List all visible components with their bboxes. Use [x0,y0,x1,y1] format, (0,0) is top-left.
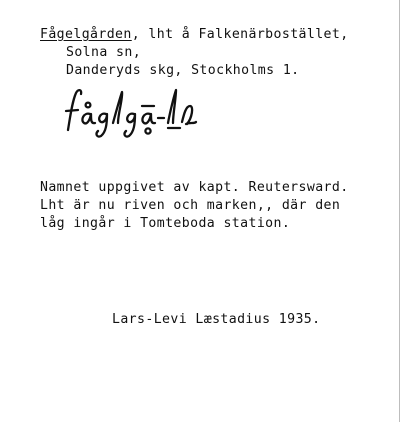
note-line-1: Namnet uppgivet av kapt. Reutersward. [40,180,349,195]
header-line-3: Danderyds skg, Stockholms 1. [66,63,300,78]
place-name: Fågelgården [40,27,132,42]
place-description: , lht å Falkenärbostället, [131,27,349,42]
note-line-3: låg ingår i Tomteboda station. [40,216,291,231]
handwritten-phonetic-transcription [60,84,210,140]
handwriting-drawing [60,84,210,140]
header-line-1 [40,27,349,42]
note-line-2: Lht är nu riven och marken,, där den [40,198,341,213]
collector-signature-line: Lars-Levi Læstadius 1935. [112,312,321,327]
header-line-2: Solna sn, [66,45,142,60]
